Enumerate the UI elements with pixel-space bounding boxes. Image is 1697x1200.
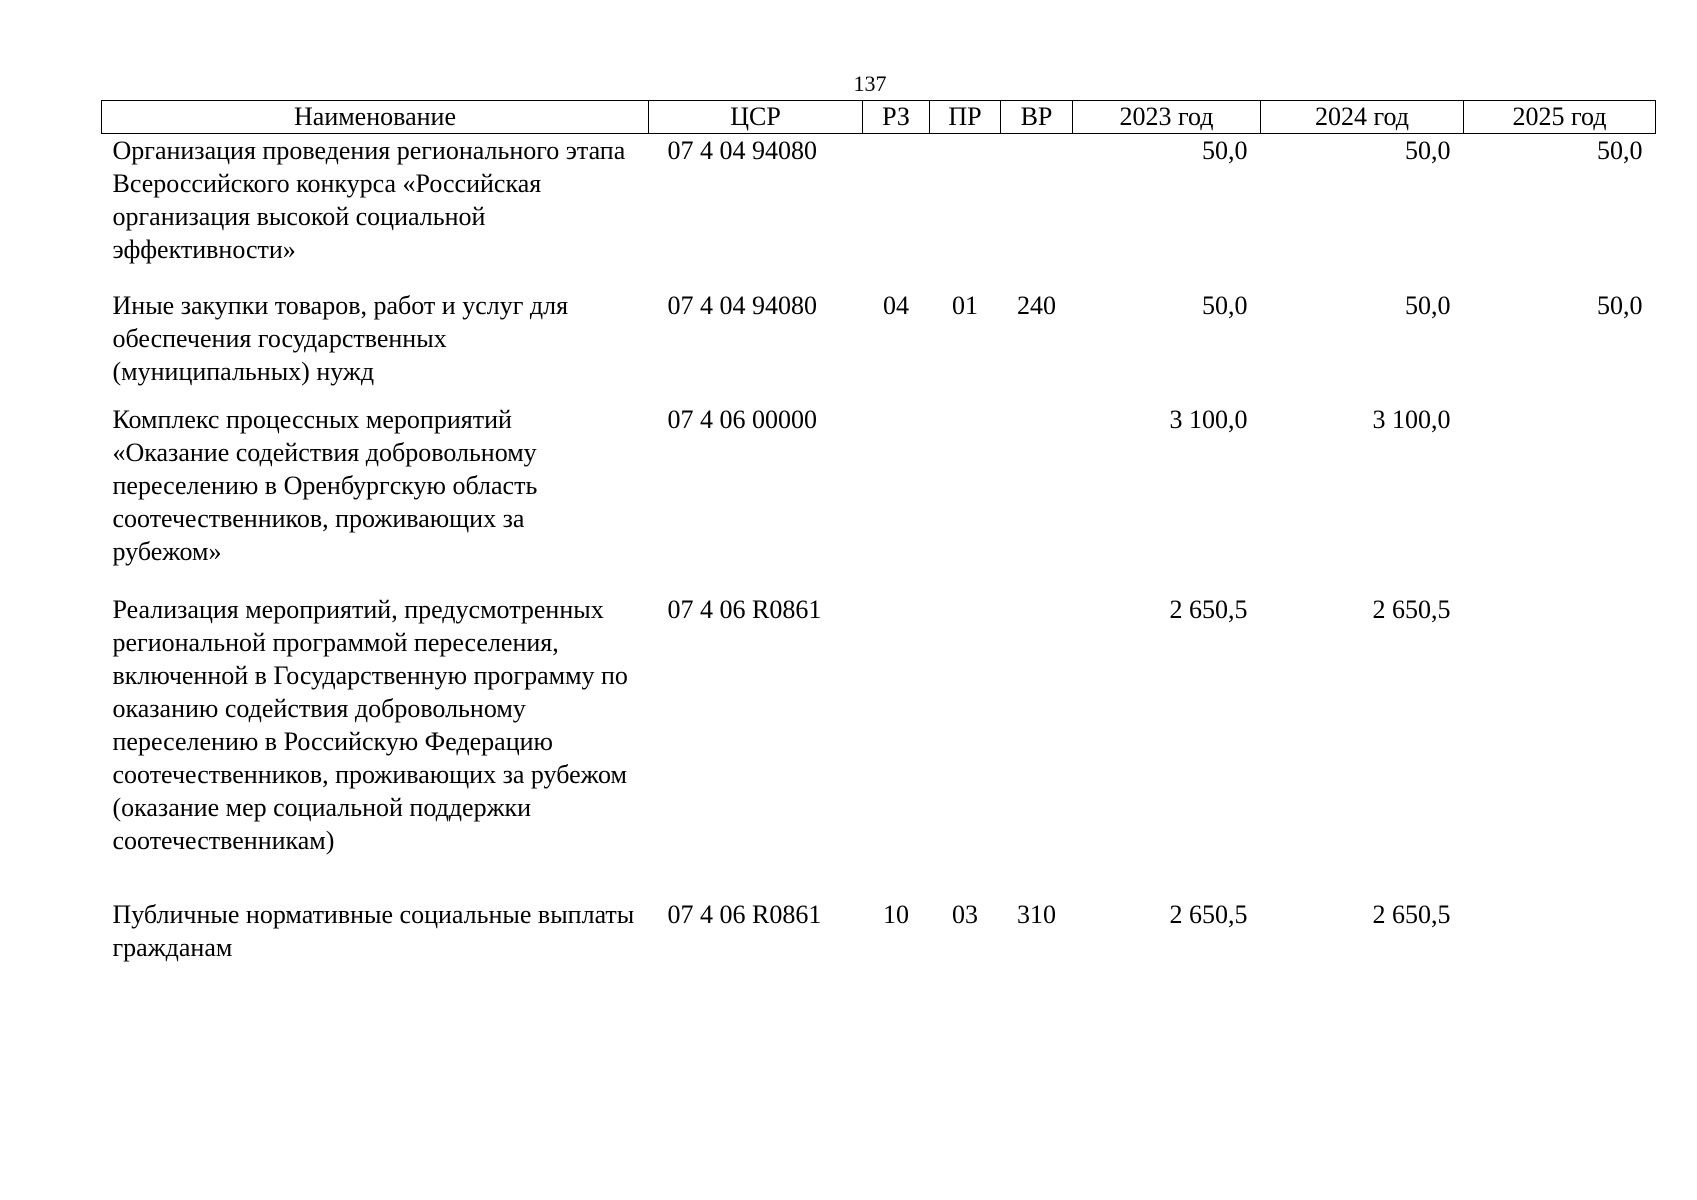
table-row <box>102 403 1656 593</box>
row-2024: 3 100,0 <box>1372 404 1451 434</box>
budget-table <box>101 100 1656 978</box>
row-2024: 50,0 <box>1405 136 1451 165</box>
page-number: 137 <box>853 71 887 96</box>
table-row <box>102 134 1656 289</box>
header-csr: ЦСР <box>649 101 863 134</box>
row-pr: 03 <box>952 899 978 929</box>
row-vr: 240 <box>1017 290 1056 320</box>
row-csr: 07 4 06 R0861 <box>667 899 822 929</box>
row-name: Публичные нормативные социальные выплаты гражданам <box>112 899 635 962</box>
row-rz: 04 <box>883 290 909 320</box>
row-2023: 3 100,0 <box>1169 404 1248 434</box>
row-vr <box>1001 134 1073 289</box>
row-csr: 07 4 04 94080 <box>667 290 817 320</box>
row-name: Организация проведения регионального этапа Всероссийского конкурса «Российская организация высокой социальной эффективности» <box>112 136 626 264</box>
row-csr: 07 4 04 94080 <box>667 136 817 165</box>
row-2023: 50,0 <box>1202 136 1248 165</box>
row-rz: 10 <box>883 899 909 929</box>
row-name: Иные закупки товаров, работ и услуг для обеспечения государственных (муниципальных) нужд <box>112 290 569 386</box>
header-2023: 2023 год <box>1073 101 1261 134</box>
row-pr <box>930 403 1001 593</box>
row-rz <box>863 403 930 593</box>
row-vr <box>1001 593 1073 898</box>
header-2025: 2025 год <box>1464 101 1656 134</box>
row-2025 <box>1464 403 1656 593</box>
row-pr <box>930 134 1001 289</box>
table-row <box>102 898 1656 978</box>
row-name: Реализация мероприятий, предусмотренных региональной программой переселения, включенной в Государственную программу по оказанию содействия добровольному переселению в Российскую Федерацию соотечественников, проживающих за рубежом (оказание мер социальной поддержки соотечественникам) <box>112 594 628 855</box>
table-body <box>102 134 1656 978</box>
table-header <box>102 101 1656 134</box>
row-2024: 2 650,5 <box>1372 594 1451 624</box>
row-csr: 07 4 06 R0861 <box>667 594 822 624</box>
row-2025: 50,0 <box>1597 290 1643 320</box>
row-2025 <box>1464 593 1656 898</box>
row-pr <box>930 593 1001 898</box>
header-pr: ПР <box>930 101 1001 134</box>
row-2023: 50,0 <box>1202 290 1248 320</box>
row-2024: 2 650,5 <box>1372 899 1451 929</box>
row-rz <box>863 593 930 898</box>
header-name: Наименование <box>102 101 649 134</box>
table-row <box>102 593 1656 898</box>
row-2025: 50,0 <box>1597 136 1643 165</box>
row-vr <box>1001 403 1073 593</box>
row-2024: 50,0 <box>1405 290 1451 320</box>
row-2025 <box>1464 898 1656 978</box>
header-2024: 2024 год <box>1261 101 1464 134</box>
row-2023: 2 650,5 <box>1169 594 1248 624</box>
header-vr: ВР <box>1001 101 1073 134</box>
header-rz: РЗ <box>863 101 930 134</box>
row-csr: 07 4 06 00000 <box>667 404 817 434</box>
row-pr: 01 <box>952 290 978 320</box>
header-row <box>102 101 1656 134</box>
row-rz <box>863 134 930 289</box>
table-row <box>102 289 1656 403</box>
row-name: Комплекс процессных мероприятий «Оказание содействия добровольному переселению в Оренбургскую область соотечественников, проживающих за рубежом» <box>112 404 538 566</box>
row-vr: 310 <box>1017 899 1056 929</box>
row-2023: 2 650,5 <box>1169 899 1248 929</box>
